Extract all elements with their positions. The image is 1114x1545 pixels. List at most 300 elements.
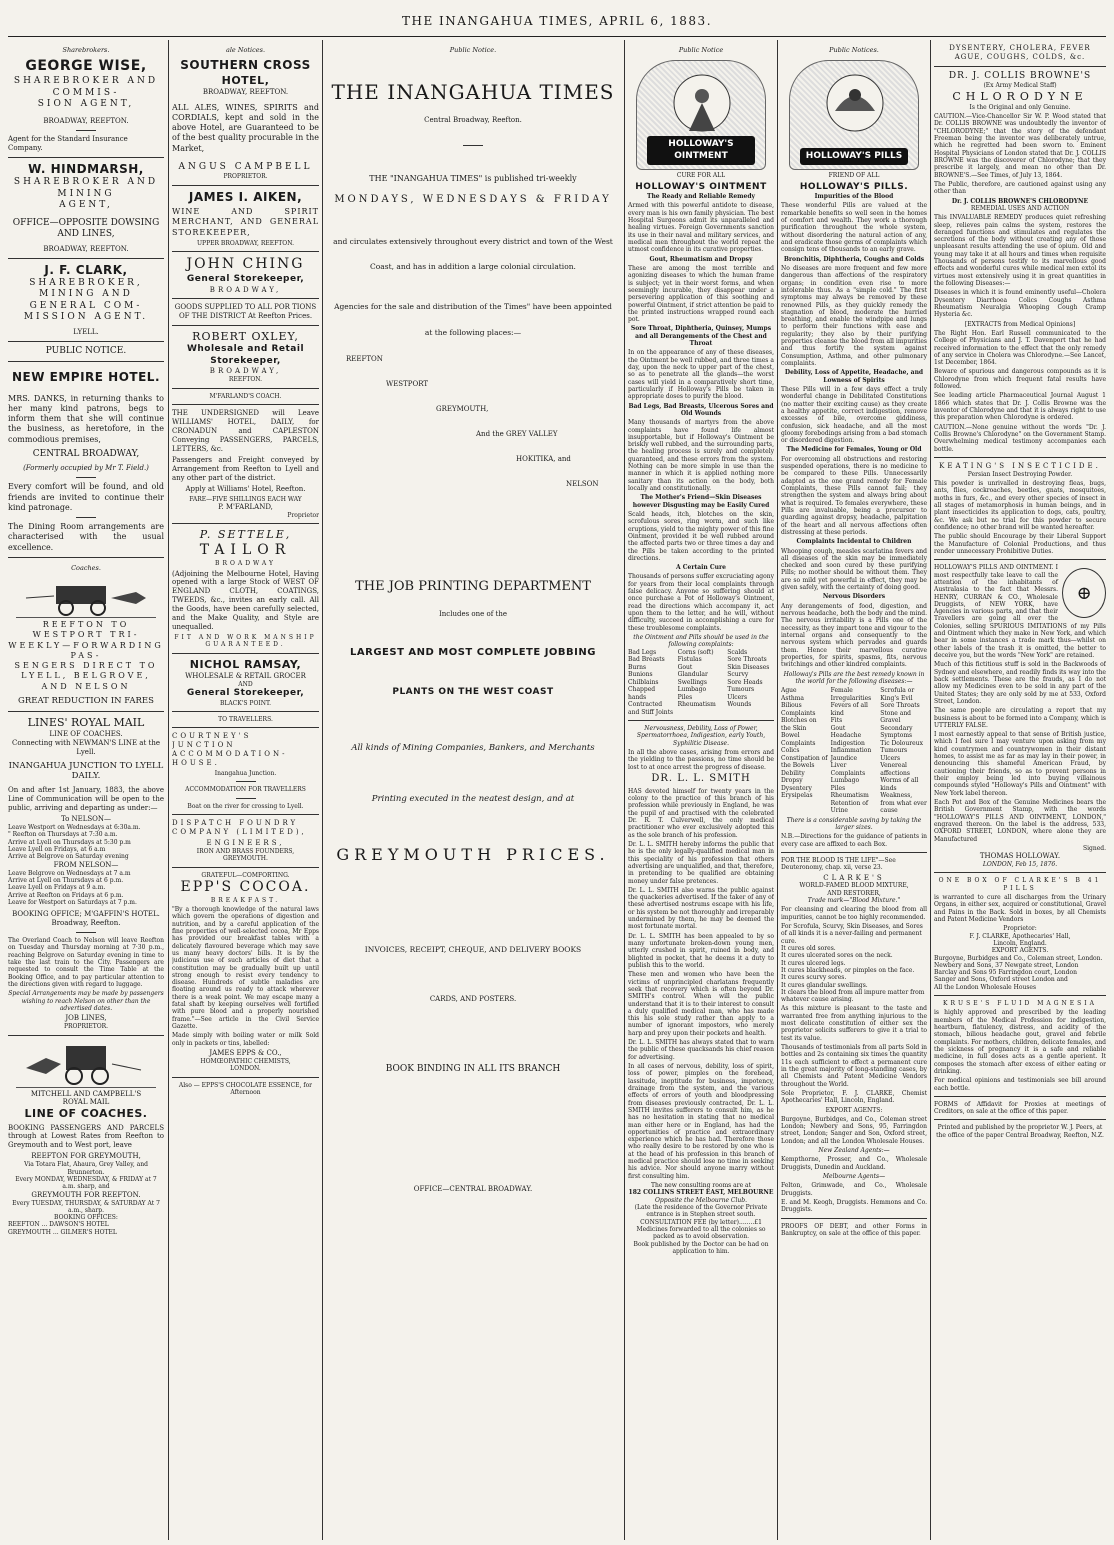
advert-text: For medical opinions and testimonials see bill around each bottle. (934, 1077, 1106, 1092)
advert-line: Is the Original and only Genuine. (969, 103, 1071, 111)
column-rule (777, 40, 778, 1540)
advert-line: OFFICE—OPPOSITE DOWSING AND LINES, (12, 217, 160, 240)
advert-subhead: The Ready and Reliable Remedy (646, 193, 755, 201)
column-2 (172, 44, 319, 1534)
advert-text: FORMS of Affidavit for Proxies at meetings of Creditors, on sale at the office of this paper. (934, 1100, 1106, 1116)
advert-text: Beware of spurious and dangerous compounds as it is Chlorodyne from which frequent fatal results have followed. (934, 368, 1106, 391)
column-rule (322, 40, 323, 1540)
advert-line: All kinds of Mining Companies, Bankers, and Merchants (351, 742, 595, 753)
section-label: Public Notice (678, 46, 724, 54)
advert-text: For cleansing and clearing the blood from all impurities, cannot be too highly recommended. (781, 906, 927, 921)
advert-text: THE UNDERSIGNED will Leave WILLIAMS' HOTEL, DAILY, for CRONADUN and CAPLESTON Conveying PASSENGERS, PARCELS, LETTERS, &c. (172, 409, 319, 453)
advert-line: BOOKING OFFICES: (54, 1214, 118, 1222)
timetable-line: Leave Lyell on Fridays at 9 a.m. (8, 884, 106, 892)
advert-text: Dr. L. L. SMITH has been appealed to by so many unfortunate broken-down young men, utterly crushed in spirit, ruined in body, and blighted in pocket, that he deems it a duty to publish this to the world. (628, 932, 774, 969)
advert-text: Nervousness, Debility, Loss of Power, Spermatorrhoea, Indigestion, early Youth, Syphilitic Disease. (636, 725, 766, 747)
divider (781, 1218, 927, 1219)
advert-line: ANGUS CAMPBELL (178, 161, 313, 172)
advert-line: ROYAL MAIL (62, 1098, 110, 1107)
advert-line: CONSULTATION FEE (by letter)........£1 (640, 1218, 762, 1226)
column-rule (930, 40, 931, 1540)
advert-line: Dr. J. COLLIS BROWNE'S CHLORODYNE (951, 197, 1089, 205)
advert-subhead: Bronchitis, Diphtheria, Coughs and Colds (783, 255, 925, 263)
advert-text: "By a thorough knowledge of the natural laws which govern the operations of digestion and nutrition, and by a careful application of the fine properties of well-selected cocoa, Mr Epps has provided our breakfast tables with a delicately flavoured beverage which may save us many heavy doctors' bills. It is by the judicious use of such articles of diet that a constitution may be gradually built up until strong enough to resist every tendency to disease. Hundreds of subtle maladies are floating around us ready to attack wherever there is a weak point. We may escape many a fatal shaft by keeping ourselves well fortified with pure blood and a properly nourished frame."—See article in the Civil Service Gazette. (172, 906, 319, 1031)
advert-line: Trade mark—"Blood Mixture." (807, 897, 901, 905)
advert-line: Sanger and Sons, Oxford street London and (934, 976, 1068, 984)
advert-line: Opposite the Melbourne Club. (654, 1196, 748, 1204)
advert-line: HOMŒOPATHIC CHEMISTS, (200, 1057, 291, 1065)
divider (172, 523, 319, 524)
agency-place: REEFTON (346, 355, 383, 364)
complaints-col: Bad Legs Bad Breasts Burns Bunions Chilblains Chapped hands Contracted and Stiff Joints (628, 648, 674, 716)
column-6 (934, 44, 1106, 1534)
advert-line: FRIEND OF ALL (828, 172, 880, 180)
advert-line: PROPRIETOR. (63, 1023, 109, 1031)
advert-title: ONE BOX OF CLARKE'S B 41 PILLS (938, 877, 1102, 892)
advert-address: OFFICE—CENTRAL BROADWAY. (413, 1185, 533, 1194)
advert-title: CLARKE'S (823, 873, 885, 882)
advert-text: Any derangements of food, digestion, and nervous headache, both the body and the mind. The nervous irritability is a Pills one of the necessity, as they impart tone and vigour to the internal organs and consequently to the nervous system which pervades and guards them. Hence their marvellous curative properties, for spirits, spasms, fits, nervous twitchings and other kindred complaints. (781, 602, 927, 669)
advert-title: TO TRAVELLERS. (218, 715, 273, 723)
advert-text: On and after 1st January, 1883, the above Line of Communication will be open to the public, arriving and departing as under:— (8, 786, 164, 813)
masthead: THE INANGAHUA TIMES, APRIL 6, 1883. (401, 14, 713, 28)
advert-line: INANGAHUA JUNCTION TO LYELL DAILY. (8, 760, 164, 782)
advert-line: SHAREBROKER AND COMMIS- (13, 76, 159, 98)
advert-text: These men and women who have been the victims of unprincipled charlatans frequently seek that recovery which is often beyond Dr. SMITH's control. When will the public understand that it is to their interest to consult a duly qualified medical man, who has made this his sole study rather than apply to a number of ignorant impostors, who merely harp and prey upon their pockets and health. (628, 971, 774, 1037)
advert-line: WEEKLY—FORWARDING PAS- (8, 640, 164, 660)
advert-line: LARGEST AND MOST COMPLETE JOBBING (350, 646, 596, 658)
timetable-line: Leave for Westport on Saturdays at 7 p.m. (8, 898, 137, 906)
advert-title: GREYMOUTH PRICES. (336, 844, 610, 864)
divider (172, 325, 319, 326)
advert-line: General Storekeeper, (186, 273, 305, 284)
advert-subhead: [EXTRACTS from Medical Opinions] (964, 320, 1076, 328)
advert-text: These Pills will in a few days effect a truly wonderful change in Debilitated Constitutions (no matter their exciting cause) as they create a healthy appetite, correct indigestion, remove excesses of bile, overcome giddiness, confusion, sick headache, and all the most gloomy forebodings arising from a bad stomach or disordered digestion. (781, 385, 927, 445)
advert-address: Broadway, Reefton. (51, 919, 121, 928)
advert-text: In all cases of nervous, debility, loss of spirit, loss of power, pimples on the forehead, lassitude, ineptitude for business, impotency, drainage from the system, and the various effects of errors of youth and bloodpressing from diseases previously contracted, Dr. L. L. SMITH invites sufferers to consult him, as he has no hesitation in stating that no medical man either here or in England, has had the opportunities of practice and extraordinary experience which he has had. Therefore those who really desire to be restored by one who is at the head of his profession in this branch of medical practice should lose no time in seeking his advice. Nor should anyone marry without first consulting him. (628, 1063, 774, 1180)
advert-line: REEFTON TO WESTPORT TRI- (32, 620, 140, 640)
advert-text: (Adjoining the Melbourne Hotel, Having opened with a large Stock of WEST OF ENGLAND CLOTH, COATINGS, TWEEDS, &c., invites an early call. All the Goods, have been carefully selected, and the Make Quality, and Style are unequalled. (172, 569, 319, 632)
advert-text: Each Pot and Box of the Genuine Medicines bears the British Government Stamp, with the words "HOLLOWAY'S PILLS AND OINTMENT, LONDON," engraved thereon. On the label is the address, 533, OXFORD STREET, LONDON, where alone they are Manufactured (934, 798, 1106, 843)
advert-title: TAILOR (199, 542, 292, 559)
divider (8, 157, 164, 158)
section-heading: THE JOB PRINTING DEPARTMENT (355, 578, 591, 594)
advert-line: LONDON. (230, 1065, 261, 1073)
advert-text: Much of this fictitious stuff is sold in the Backwoods of Sydney and elsewhere, and readily finds its way into the back settlements. These are the frauds, as I do not allow my Medicines even to be sold in any part of the United States; they are only sold by me at 533, Oxford Street, London. (934, 661, 1106, 705)
advert-line: Lincoln, England. (993, 939, 1047, 947)
advert-text: As this mixture is pleasant to the taste and warranted free from anything injurious to the most delicate constitution of either sex the proprietor solicits sufferers to give it a trial to test its value. (781, 1005, 927, 1042)
advert-text: Felton, Grimwade, and Co., Wholesale Druggists. (781, 1182, 927, 1197)
advert-title: M'FARLAND'S COACH. (209, 392, 282, 400)
section-label: Sharebrokers. (62, 46, 110, 54)
advert-text: Agent for the Standard Insurance Company. (8, 134, 128, 152)
paper-address: Central Broadway, Reefton. (424, 115, 522, 124)
advert-subhead: the Ointment and Pills should be used in the following complaints: (633, 633, 769, 649)
advert-line: ACCOMMODATION FOR TRAVELLERS (185, 786, 306, 794)
divider (8, 341, 164, 342)
advert-line: Proprietor: (1003, 925, 1037, 933)
diseases-table (781, 687, 927, 815)
advert-text: MRS. DANKS, in returning thanks to her many kind patrons, begs to inform them that she will continue the business, as heretofore, in the commodious premises, (8, 393, 164, 444)
divider (172, 185, 319, 186)
advert-text: Dr. L. L. SMITH has always stated that to warn the public of these quacksands his chief reason for advertising. (628, 1039, 774, 1061)
advert-subhead: Impurities of the Blood (814, 193, 894, 201)
advert-text: In all the above cases, arising from errors and the yielding to the passions, no time should be lost to at once arrest the progress of disease. (628, 749, 774, 771)
advert-address: BROADWAY (215, 560, 276, 568)
advert-subhead: To NELSON— (60, 815, 112, 824)
advert-title: LINES' ROYAL MAIL (27, 715, 145, 729)
trade-mark-icon: ⊕ (1062, 568, 1106, 618)
advert-text: The Right Hon. Earl Russell communicated to the College of Physicians and J. T. Davenport that he had received information to the effect that the only remedy of any service in Cholera was Chlorodyne.—See Lancet, 1st December, 1864. (934, 329, 1106, 367)
advert-subhead: EXPORT AGENTS. (991, 947, 1049, 955)
advert-text: Thousands of persons suffer excruciating agony for years from their local complaints through false delicacy. Anyone so suffering should at once purchase a Pot of Holloway's Ointment, read the directions which accompany it, act upon them to the letter, and he will, without difficulty, succeed in accomplishing a cure for these troublesome complaints. (628, 573, 774, 632)
divider (76, 477, 96, 478)
timetable-line: Arrive at Lyell on Thursdays at 6 p.m. (8, 876, 124, 884)
timetable-line: Leave Belgrove on Wednesdays at 7 a.m (8, 869, 131, 877)
advert-text: Many thousands of martyrs from the above complaints have found life almost insupportable, but if Holloway's Ointment be briskly well rubbed, and the surrounding parts, the healing process is surely and completely guaranteed, and these errors from the system. Nothing can be more simple in use than the manner in which it is applied nothing more sanitary than its action on the body, both locally and constitutionally. (628, 419, 774, 493)
divider (172, 814, 319, 815)
diseases-col: Female Irregularities Fevers of all kind Fits Gout Headache Indigestion Inflammation Jaundice Liver Complaints Lumbago Piles Rheumatism Retention of Urine (830, 687, 872, 815)
agency-place: And the GREY VALLEY (476, 430, 558, 439)
advert-line: MINING AND GENERAL COM- (29, 289, 143, 311)
advert-line: Boat on the river for crossing to Lyell. (187, 802, 304, 810)
advert-text: Scald heads, itch, blotches on the skin, scrofulous sores, ring worm, and such like eruptions, yield to the mighty power of this fine Ointment, provided it be well rubbed around the affected parts two or three times a day and the Pills be taken according to the printed directions. (628, 510, 774, 562)
advert-line: Storekeeper, (210, 355, 281, 366)
advert-text: Dr. L. L. SMITH hereby informs the public that he is the only legally-qualified medical man in this speciality of his profession that others advertising are unqualified, and that, therefore, in pretending to be qualified are obtaining money under false pretences. (628, 840, 774, 885)
advert-title: HOTEL, (221, 73, 270, 87)
agency-place: NELSON (566, 480, 599, 489)
divider (76, 932, 96, 933)
advert-line: SION AGENT, (37, 99, 135, 110)
divider (172, 653, 319, 654)
pills-engraving (789, 60, 919, 170)
advert-title: AND RESTORER, (827, 889, 881, 897)
advert-text: Passengers and Freight conveyed by Arrangement from Reefton to Lyell and any other part of the district. (172, 455, 319, 482)
advert-title: DR. L. L. SMITH (651, 772, 751, 784)
advert-line: LINE OF COACHES. (49, 729, 123, 738)
advert-title: W. HINDMARSH, (28, 161, 144, 176)
advert-line: BREAKFAST. (210, 896, 281, 904)
advert-text: See leading article Pharmaceutical Journal August 1 1866 which states that Dr. J. Collis Browne was the inventor of Chlorodyne and that it is always right to use this preparation when Chlorodyne is ordered. (934, 392, 1106, 422)
advert-address: REEFTON. (228, 376, 263, 384)
diseases-col: Scrofula or King's Evil Sore Throats Stone and Gravel Secondary Symptoms Tic Doloureux Tumours Ulcers Venereal affections Worms of all kinds Weakness, from what ever cause (880, 687, 927, 815)
advert-line: Agencies for the sale and distribution of the Times" have been appointed (334, 302, 612, 312)
advert-title: KRUSE'S FLUID MAGNESIA (943, 1000, 1097, 1008)
advert-line: FIT AND WORK MANSHIP GUARANTEED. (174, 634, 317, 649)
timetable-line: Arrive at Lyell on Thursdays at 5:30 p.m (8, 838, 131, 846)
divider (172, 727, 319, 728)
advert-subhead: A Certain Cure (675, 564, 726, 572)
advert-line: Every TUESDAY, THURSDAY, & SATURDAY At 7 a.m., sharp. (12, 1199, 160, 1214)
advert-subhead: Nervous Disorders (822, 593, 886, 601)
diseases-col: Ague Asthma Bilious Complaints Blotches on the Skin Bowel Complaints Colics Constipation of the Bowels Debility Dropsy Dysentery Erysipelas (781, 687, 828, 800)
column-rule (624, 40, 625, 1540)
timetable-line: Arrive at Belgrove on Saturday evening (8, 853, 129, 861)
advert-line: PROPRIETOR. (223, 173, 268, 181)
advert-text: FOR THE BLOOD IS THE LIFE"—See Deuteronomy, chap. xii, verse 23. (781, 856, 896, 872)
advert-line: MISSION AGENT. (23, 312, 149, 323)
advert-address: BROADWAY, REEFTON. (43, 116, 129, 125)
advert-line: General Storekeeper, (186, 688, 305, 699)
divider (172, 298, 319, 299)
advert-text: Apply at Williams' Hotel, Reefton. (185, 484, 306, 493)
divider (236, 798, 256, 799)
advert-text: The Public, therefore, are cautioned against using any other than (934, 180, 1106, 196)
divider (8, 258, 164, 259)
advert-text: HOLLOWAY'S PILLS AND OINTMENT. I most respectfully take leave to call the attention of the inhabitants of Australasia to the fact that Messrs. HENRY, CURRAN & CO., Wholesale Druggists, of NEW YORK, have Agencies in various parts, and that their Travellers are going all over the Colonies, selling SPURIOUS IMITATIONS of my Pills and Ointment which they make in New York, and which bear in some instances a trade mark thus—whilst on other labels of the trash it is omitted, the better to deceive you, but the words "New York" are retained. (934, 564, 1106, 660)
advert-text: PROOFS OF DEBT, and other Forms in Bankruptcy, on sale at the office of this paper. (781, 1222, 927, 1237)
divider (8, 557, 164, 558)
advert-text: DISPATCH FOUNDRY COMPANY (LIMITED), (172, 819, 307, 836)
advert-text: The Dining Room arrangements are characterised with the usual excellence. (8, 522, 164, 552)
advert-text: Diseases in which it is found eminently useful—Cholera Dysentery Diarrhoea Colics Coughs Asthma Rheumatism Neuralgia Whooping Cough Cramp Hysteria &c. (934, 289, 1106, 319)
advert-line: 182 COLLINS STREET EAST, MELBOURNE (628, 1189, 774, 1197)
timetable-line: Arrive at Reefton on Fridays at 6 p.m. (8, 891, 124, 899)
ointment-engraving (636, 60, 766, 170)
complaints-table (628, 649, 774, 717)
advert-line: CARDS, AND POSTERS. (429, 994, 517, 1003)
advert-line: GREYMOUTH ... GILMER'S HOTEL (8, 1228, 117, 1236)
advert-subhead: Bad Legs, Bad Breasts, Ulcerous Sores and Old Wounds (628, 402, 774, 417)
divider (934, 872, 1106, 873)
ointment-banner: HOLLOWAY'S OINTMENT (647, 136, 755, 165)
advert-line: GOODS SUPPLIED TO ALL POR TIONS OF THE DISTRICT At Reefton Prices. (174, 303, 317, 321)
advert-title: NEW EMPIRE HOTEL. (12, 370, 160, 385)
column-1 (8, 44, 164, 1534)
advert-text: Thousands of testimonials from all parts Sold in bottles and 2s containing six times the quantity 11s each sufficient to effect a permanent cure in the great majority of long-standing cases, by all Chemists and Patent Medicine Vendors throughout the World. (781, 1044, 927, 1088)
divider (463, 145, 483, 146)
advert-line: SENGERS DIRECT TO (14, 661, 158, 671)
advert-text: The public should Encourage by their Liberal Support the Manufacture of Colonial Productions, and thus render unnecessary Prohibitive Duties. (934, 533, 1106, 555)
pills-banner: HOLLOWAY'S PILLS (800, 148, 908, 166)
advert-text: is highly approved and prescribed by the leading members of the Medical Profession for indigestion, heartburn, flatulency, distress, and acidity of the stomach, bilious headache gout, gravel and febrile complaints. For mothers, children, delicate females, and the sickness of pregnancy it is a safe and reliable medicine, in full doses acts as a gentle aperient. It composes the stomach after excess of either eating or drinking. (934, 1009, 1106, 1075)
divider (172, 1077, 319, 1078)
coach-illustration (16, 578, 156, 618)
advert-line: BOOKING OFFICE; M'GAFFIN'S HOTEL. (12, 910, 160, 919)
advert-line: CURE FOR ALL (676, 172, 726, 180)
divider (172, 388, 319, 389)
advert-title: LINE OF COACHES. (24, 1107, 148, 1121)
advert-title: KEATING'S INSECTICIDE. (939, 461, 1101, 470)
advert-text: HAS devoted himself for twenty years in the colony to the practice of this branch of his profession while previously in England, he was the pupil of and practised with the celebrated Dr. R. T. Culverwell, the only medical practitioner who ever exclusively adopted this as the sole branch of his profession. (628, 787, 774, 839)
advert-title: DR. J. COLLIS BROWNE'S (948, 70, 1092, 81)
advert-line: MONDAYS, WEDNESDAYS & FRIDAY (334, 194, 612, 206)
divider (172, 251, 319, 252)
advert-text: Every comfort will be found, and old friends are invited to continue their kind patronage. (8, 482, 164, 512)
advert-text: Dr. L. L. SMITH also warns the public against the quackeries advertised. If the taker of any of these advertised nostrums escape with his life, or his system be not thoroughly and irreparably undermined by them, he may be deemed the most fortunate mortal. (628, 886, 774, 931)
advert-line: F. J. CLARKE, Apothecaries' Hall, (969, 932, 1071, 940)
advert-text: Made simply with boiling water or milk Sold only in packets or tins, labelled: (172, 1032, 319, 1047)
divider (934, 66, 1106, 67)
advert-line: The new consulting rooms are at (650, 1182, 752, 1189)
advert-line: and circulates extensively throughout every district and town of the West (333, 236, 613, 246)
advert-line: All the London Wholesale Houses (934, 983, 1037, 991)
advert-line: Every MONDAY, WEDNESDAY, & FRIDAY at 7 a.m. sharp, and (15, 1175, 157, 1191)
advert-subhead: EXPORT AGENTS: (825, 1106, 883, 1114)
timetable-line: " Reefton on Thursdays at 7:30 a.m. (8, 831, 118, 839)
advert-line: FARE—FIVE SHILLINGS EACH WAY (189, 495, 302, 503)
advert-title: JAMES I. AIKEN, (188, 189, 303, 204)
advert-line: MITCHELL AND CAMPBELL'S (30, 1089, 142, 1098)
advert-subhead: Complaints Incidental to Children (796, 538, 912, 546)
paper-title: THE INANGAHUA TIMES (331, 80, 615, 105)
advert-title: CHLORODYNE (952, 89, 1088, 103)
advert-line: WHOLESALE & RETAIL GROCER (185, 671, 306, 680)
advert-line: CENTRAL BROADWAY, (32, 448, 140, 459)
advert-address: UPPER BROADWAY, REEFTON. (196, 239, 295, 247)
advert-address: GREYMOUTH. (223, 855, 268, 863)
advert-text: These wonderful Pills are valued at the remarkable benefits so well seen in the homes of comfort and wealth. They work a thorough purification throughout the whole system, without disordering the natural action of any, and eradicate those germs of complaints which consign tens of thousands to an early grave. (781, 202, 927, 254)
section-label: Coaches. (71, 563, 101, 572)
advert-line: BOOK BINDING IN ALL ITS BRANCH (385, 1063, 561, 1074)
advert-line: Connecting with NEWMAN'S LINE at the Lyell. (12, 738, 160, 756)
advert-line: JOB LINES, (65, 1014, 107, 1023)
divider (236, 781, 256, 782)
advert-subhead: Sore Throat, Diphtheria, Quinsey, Mumps and all Derangements of the Chest and Throat (630, 325, 772, 348)
advert-line: REEFTON ... DAWSON'S HOTEL (8, 1221, 109, 1229)
advert-subhead: Debility, Loss of Appetite, Headache, and Lowness of Spirits (784, 369, 924, 384)
advert-line: Book published by the Doctor can be had on application to him. (633, 1240, 769, 1255)
advert-title: SOUTHERN CROSS (180, 58, 311, 73)
advert-title: P. SETTELE, (199, 528, 292, 542)
divider (172, 404, 319, 405)
advert-line: Persian Insect Destroying Powder. (967, 470, 1073, 478)
advert-line: Signed. (1082, 844, 1106, 852)
divider (934, 1096, 1106, 1097)
advert-subhead: Gout, Rheumatism and Dropsy (649, 255, 753, 263)
advert-line: IRON AND BRASS FOUNDERS, (196, 847, 295, 855)
advert-title: HOLLOWAY'S OINTMENT (635, 181, 767, 192)
masthead-rule (8, 36, 1106, 37)
advert-text: (Formerly occupied by Mr T. Field.) (23, 464, 149, 473)
advert-line: (Ex Army Medical Staff) (983, 82, 1057, 90)
advert-line: Printing executed in the neatest design, and at (371, 793, 575, 804)
divider (934, 995, 1106, 996)
imprint: Printed and published by the proprietor W. J. Peers, at the office of the paper Central Broadway, Reefton, N.Z. (936, 1124, 1104, 1139)
advert-text: There is a considerable saving by taking the larger sizes. (786, 816, 922, 831)
advert-line: LONDON, Feb 15, 1876. (982, 861, 1058, 869)
divider (76, 517, 96, 518)
advert-line: Via Totara Flat, Ahaura, Grey Valley, and Brunnerton. (24, 1161, 148, 1176)
section-label: ale Notices. (225, 46, 266, 54)
advert-line: AND (238, 680, 253, 688)
advert-line: AGENT, (59, 200, 113, 211)
advert-line: LYELL, BELGROVE, AND NELSON (21, 671, 151, 691)
advert-title: J. F. CLARK, (44, 262, 128, 277)
divider (172, 867, 319, 868)
advert-title: HOLLOWAY'S PILLS. (799, 181, 909, 192)
divider (8, 1035, 164, 1036)
advert-address: BROADWAY, REEFTON. (43, 244, 129, 253)
advert-line: GREYMOUTH FOR REEFTON. (31, 1190, 141, 1199)
timetable-line: Leave Westport on Wednesdays at 6:30a.m. (8, 824, 141, 832)
advert-title: GEORGE WISE, (25, 58, 147, 75)
advert-subhead: FROM NELSON— (53, 860, 119, 869)
advert-line: SHAREBROKER AND MINING (13, 176, 159, 199)
divider (934, 457, 1106, 458)
advert-address: BROADWAY, (209, 367, 282, 376)
advert-title: WORLD-FAMED BLOOD MIXTURE, (799, 882, 909, 890)
section-label: Public Notices. (829, 46, 879, 54)
advert-title: NICHOL RAMSAY, (189, 657, 302, 671)
advert-text: Armed with this powerful antidote to disease, every man is his own family physician. The best Hospital Surgeons admit its unparalleled and healing virtues. Foreign Governments sanction its use in their naval and military services, and medical men throughout the world repeat the utmost confidence in its curative properties. (628, 202, 774, 254)
advert-line: ENGINEERS, (206, 838, 285, 847)
advert-text: No diseases are more frequent and few more dangerous than affections of the respiratory organs; in condition even rise to more intolerable thus. As a "simple cold." The first symptoms may always be removed by these renowned Pills, as they quickly remedy the stagnation of blood, moderate the hurried breathing, and enable the windpipe and lungs to perform their functions with ease and regularity; they also by their purifying properties cleanse the blood from all impurities and thus fortify the system against Consumption, Asthma, and other pulmonary complaints. (781, 264, 927, 368)
advert-text: For overcoming all obstructions and restoring suspended operations, there is no medicine to be compared to these Pills. Unnecessarily adapted as the one grand remedy for Female Complaints, these Pills cannot fail; they strengthen the system and always bring about what is required. To females everywhere, these Pills are invaluable, being a precursor to guarding against dropsy, headache, palpitation of the heart and all nervous affections often distressing at these periods. (781, 455, 927, 536)
advert-line: Includes one of the (439, 609, 507, 618)
advert-title: EPP'S COCOA. (180, 878, 311, 895)
advert-text: These are among the most terrible and agonizing diseases to which the human frame is subject; yet in their worst forms, and when seemingly incurable, they disappear under a persevering application of this soothing and powerful Ointment, if strict attention be paid to the printed instructions wrapped round each pot. (628, 264, 774, 324)
advert-text: This INVALUABLE REMEDY produces quiet refreshing sleep, relieves pain calms the system, restores the deranged functions and stimulates and regulates the secretions of the body without creating any of those unpleasant results attending the use of opium. Old and young may take it at all hours and times when requisite Thousands of persons testify to its marvellous good effects and wonderful cures while medical men extol its virtues most extensively using it in great quantities in the following Diseases:— (934, 214, 1106, 287)
advert-text: ALL ALES, WINES, SPIRITS and CORDIALS, kept and sold in the above Hotel, are Guaranteed to be of the best quality procurable in the Market, (172, 102, 319, 153)
advert-text: COURTNEY'S JUNCTION ACCOMMODATION-HOUSE. (172, 732, 288, 768)
advert-title: JOHN CHING (186, 256, 305, 273)
advert-line: Newbery and Sons, 37 Newgate street, London (934, 961, 1079, 969)
divider (781, 852, 927, 853)
section-heading: PUBLIC NOTICE. (45, 345, 127, 356)
advert-subhead: Melbourne Agents— (822, 1173, 886, 1181)
advert-text: CAUTION.—Vice-Chancellor Sir W. P. Wood stated that Dr. COLLIS BROWNE was undoubtedly the inventor of "CHLORODYNE;" that the story of the defendant Freeman being the inventor was deliberately untrue, which he regretted had been sworn to. Eminent Hospital Physicians of London stated that Dr. J. COLLIS BROWNE was the discoverer of Chlorodyne; that they prescribe it largely, and mean no other than Dr. BROWNE'S.—See Times, of July 13, 1864. (934, 113, 1106, 179)
advert-address: BLACK'S POINT. (219, 699, 272, 707)
column-4 (628, 44, 774, 1534)
advert-line: Inangahua Junction. (214, 770, 277, 778)
advert-text: E. and M. Keogh, Druggists. Hemmons and Co. Druggists. (781, 1198, 927, 1214)
advert-text: WINE AND SPIRIT MERCHANT, AND GENERAL STOREKEEPER, (172, 207, 319, 237)
agency-place: GREYMOUTH, (436, 405, 489, 414)
advert-line: GREAT REDUCTION IN FARES (18, 695, 154, 706)
advert-line: Also — EPPS'S CHOCOLATE ESSENCE, for Afternoon (178, 1081, 313, 1096)
advert-text: N.B.—Directions for the guidance of patients in every case are affixed to each Box. (781, 833, 927, 848)
advert-line: Barclay and Sons 95 Farringdon court, London (934, 969, 1077, 977)
advert-text: In on the appearance of any of these diseases, the Ointment be well rubbed, and three times a day, upon the neck to upper part of the chest, so as to penetrate all the glands—the worst cases will yield in a comparatively short time, particularly if Holloway's Pills be taken in appropriate doses to purify the blood. (628, 349, 774, 401)
advert-line: Proprietor (287, 511, 319, 519)
advert-line: Wholesale and Retail (186, 344, 305, 355)
advert-title: DYSENTERY, CHOLERA, FEVER AGUE, COUGHS, COLDS, &c. (949, 44, 1091, 61)
advert-line: PLANTS ON THE WEST COAST (392, 687, 554, 698)
advert-line: Coast, and has in addition a large colonial circulation. (370, 262, 576, 272)
advert-title: ROBERT OXLEY, (192, 330, 299, 344)
advert-text: Sole Proprietor, F. J. CLARKE, Chemist Apothecaries' Hall, Lincoln, England. (781, 1089, 927, 1105)
advert-address: LYELL. (73, 327, 99, 336)
advert-text: Burgoyne, Burbidges, and Co., Coleman street London; Newbery and Sons, 95, Farringdon street, London; Sanger and Son, Oxford street, London; and all the London Wholesale Houses. (781, 1115, 927, 1145)
advert-text: CAUTION.—None genuine without the words "Dr. J. Collis Browne's Chlorodyne" on the Government Stamp. Overwhelming medical testimony accompanies each bottle. (934, 423, 1106, 453)
advert-text: BOOKING PASSENGERS AND PARCELS through at Lowest Rates from Reefton to Greymouth and to West port, leave (8, 1123, 164, 1150)
column-rule (168, 40, 169, 1540)
advert-text: Holloway's Pills are the best remedy known in the world for the following diseases:— (783, 670, 925, 685)
advert-text: is warranted to cure all discharges from the Urinary Organs, in either sex, acquired or constitutional, Gravel and Pains in the Back. Sold in boxes, by all Chemists and Patent Medicine Vendors (934, 894, 1106, 923)
advert-line: Burgoyne, Burbidges and Co., Coleman street, London. (934, 954, 1103, 962)
advert-line: THOMAS HOLLOWAY. (979, 852, 1061, 861)
advert-address: BROADWAY, REEFTON. (202, 87, 289, 96)
divider (172, 711, 319, 712)
divider (934, 1119, 1106, 1120)
advert-line: GRATEFUL—COMFORTING. (201, 871, 290, 879)
advert-subhead: The Medicine for Females, Young or Old (786, 446, 922, 454)
divider (8, 711, 164, 712)
section-label: Public Notice. (449, 46, 497, 54)
advert-subhead: The Mother's Friend—Skin Diseases however Disgusting may be Easily Cured (632, 494, 770, 509)
advert-text: For Scrofula, Scurvy, Skin Diseases, and Sores of all kinds it is a never-failing and permanent cure. It cures old sores. It cures ulcerated sores on the neck. It cures ulcered legs. It cures blackheads, or pimples on the face. It cures scurvy sores. It cures glandular swellings. It clears the blood from all impure matter from whatever cause arising. (781, 923, 925, 1004)
coach-illustration (16, 1040, 156, 1088)
advert-text: The same people are circulating a report that my business is about to be formed into a Company, which is UTTERLY FALSE. (934, 707, 1106, 729)
divider (8, 361, 164, 362)
advert-line: INVOICES, RECEIPT, CHEQUE, AND DELIVERY BOOKS (364, 945, 582, 955)
advert-line: THE "INANGAHUA TIMES" is published tri-weekly (369, 173, 577, 183)
advert-subhead: New Zealand Agents:— (818, 1147, 890, 1155)
column-3 (326, 44, 620, 1534)
advert-line: SHAREBROKER, (29, 277, 143, 288)
agency-place: HOKITIKA, and (516, 455, 571, 464)
